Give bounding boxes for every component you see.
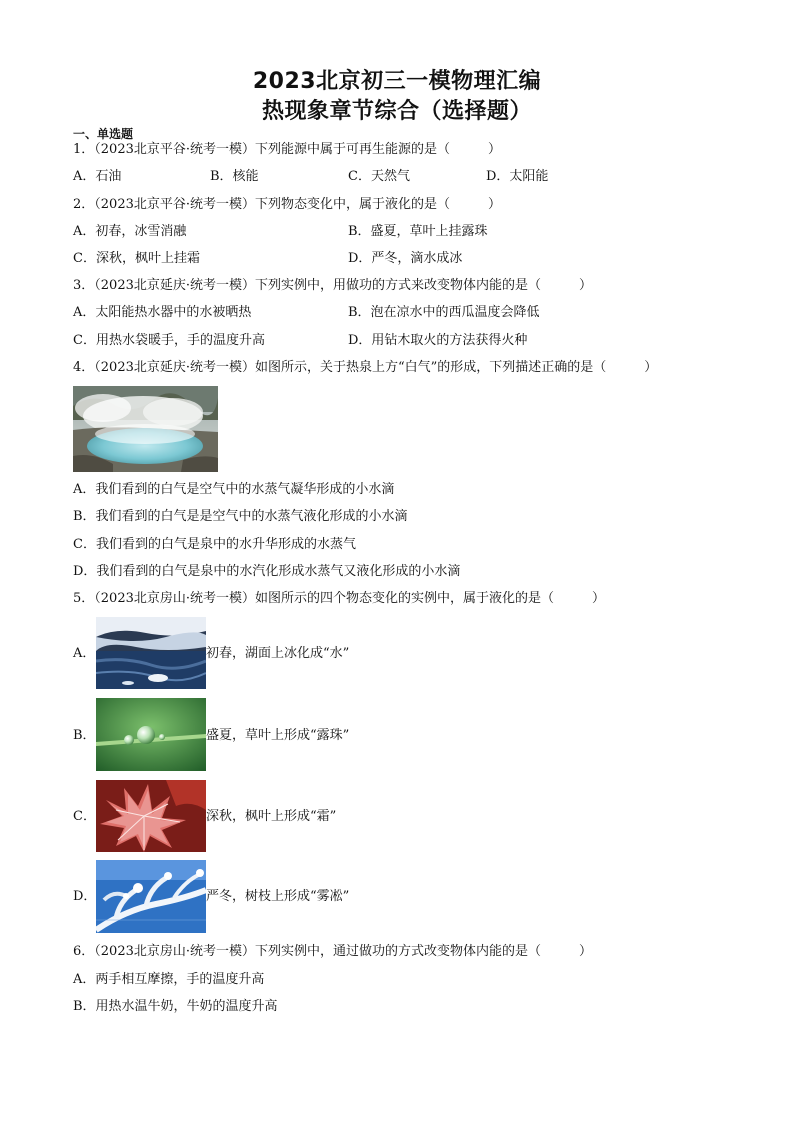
question-2-stem: 2．（2023北京平谷·统考一模）下列物态变化中，属于液化的是（ ） [73, 197, 502, 212]
question-2-option-c: C．深秋，枫叶上挂霜 [73, 251, 200, 266]
melting-ice-photo [96, 617, 206, 689]
question-6-option-b: B．用热水温牛奶，牛奶的温度升高 [73, 999, 278, 1014]
question-5-option-d-text: 严冬，树枝上形成“雾凇” [206, 889, 350, 904]
dew-drop-photo [96, 698, 206, 771]
document-subtitle: 热现象章节综合（选择题） [261, 99, 532, 124]
document-title: 2023北京初三一模物理汇编 [252, 69, 542, 94]
question-5-option-c-text: 深秋，枫叶上形成“霜” [206, 809, 337, 824]
frost-maple-leaf-photo [96, 780, 206, 852]
question-1-option-d: D．太阳能 [486, 169, 549, 184]
question-5-option-b-letter: B． [73, 728, 96, 743]
question-5-option-a-letter: A． [73, 646, 96, 661]
question-4-option-d: D．我们看到的白气是泉中的水汽化形成水蒸气又液化形成的小水滴 [73, 564, 461, 579]
question-5-stem: 5．（2023北京房山·统考一模）如图所示的四个物态变化的实例中，属于液化的是（ ） [73, 591, 606, 606]
question-4-stem: 4．（2023北京延庆·统考一模）如图所示，关于热泉上方“白气”的形成，下列描述正确的是（ ） [73, 360, 658, 375]
question-3-stem: 3．（2023北京延庆·统考一模）下列实例中，用做功的方式来改变物体内能的是（ ） [73, 278, 593, 293]
question-2-option-d: D．严冬，滴水成冰 [348, 251, 463, 266]
rime-branch-photo [96, 860, 206, 933]
question-2-option-a: A．初春，冰雪消融 [73, 224, 187, 239]
question-4-option-a: A．我们看到的白气是空气中的水蒸气凝华形成的小水滴 [73, 482, 395, 497]
question-4-option-c: C．我们看到的白气是泉中的水升华形成的水蒸气 [73, 537, 356, 552]
question-3-option-d: D．用钻木取火的方法获得火种 [348, 333, 528, 348]
question-5-option-d-letter: D． [73, 889, 97, 904]
question-6-stem: 6．（2023北京房山·统考一模）下列实例中，通过做功的方式改变物体内能的是（ ） [73, 944, 593, 959]
question-6-option-a: A．两手相互摩擦，手的温度升高 [73, 972, 265, 987]
question-5-option-a-text: 初春，湖面上冰化成“水” [206, 646, 350, 661]
question-1-option-c: C．天然气 [348, 169, 410, 184]
question-3-option-a: A．太阳能热水器中的水被晒热 [73, 305, 252, 320]
question-1-option-a: A．石油 [73, 169, 122, 184]
question-3-option-c: C．用热水袋暖手，手的温度升高 [73, 333, 265, 348]
section-heading: 一、单选题 [73, 127, 134, 141]
question-1-stem: 1．（2023北京平谷·统考一模）下列能源中属于可再生能源的是（ ） [73, 142, 502, 157]
question-2-option-b: B．盛夏，草叶上挂露珠 [348, 224, 488, 239]
question-5-option-b-text: 盛夏，草叶上形成“露珠” [206, 728, 350, 743]
question-4-option-b: B．我们看到的白气是是空气中的水蒸气液化形成的小水滴 [73, 509, 408, 524]
question-3-option-b: B．泡在凉水中的西瓜温度会降低 [348, 305, 540, 320]
question-5-option-c-letter: C． [73, 809, 96, 824]
hot-spring-photo [73, 386, 218, 472]
question-1-option-b: B．核能 [210, 169, 259, 184]
